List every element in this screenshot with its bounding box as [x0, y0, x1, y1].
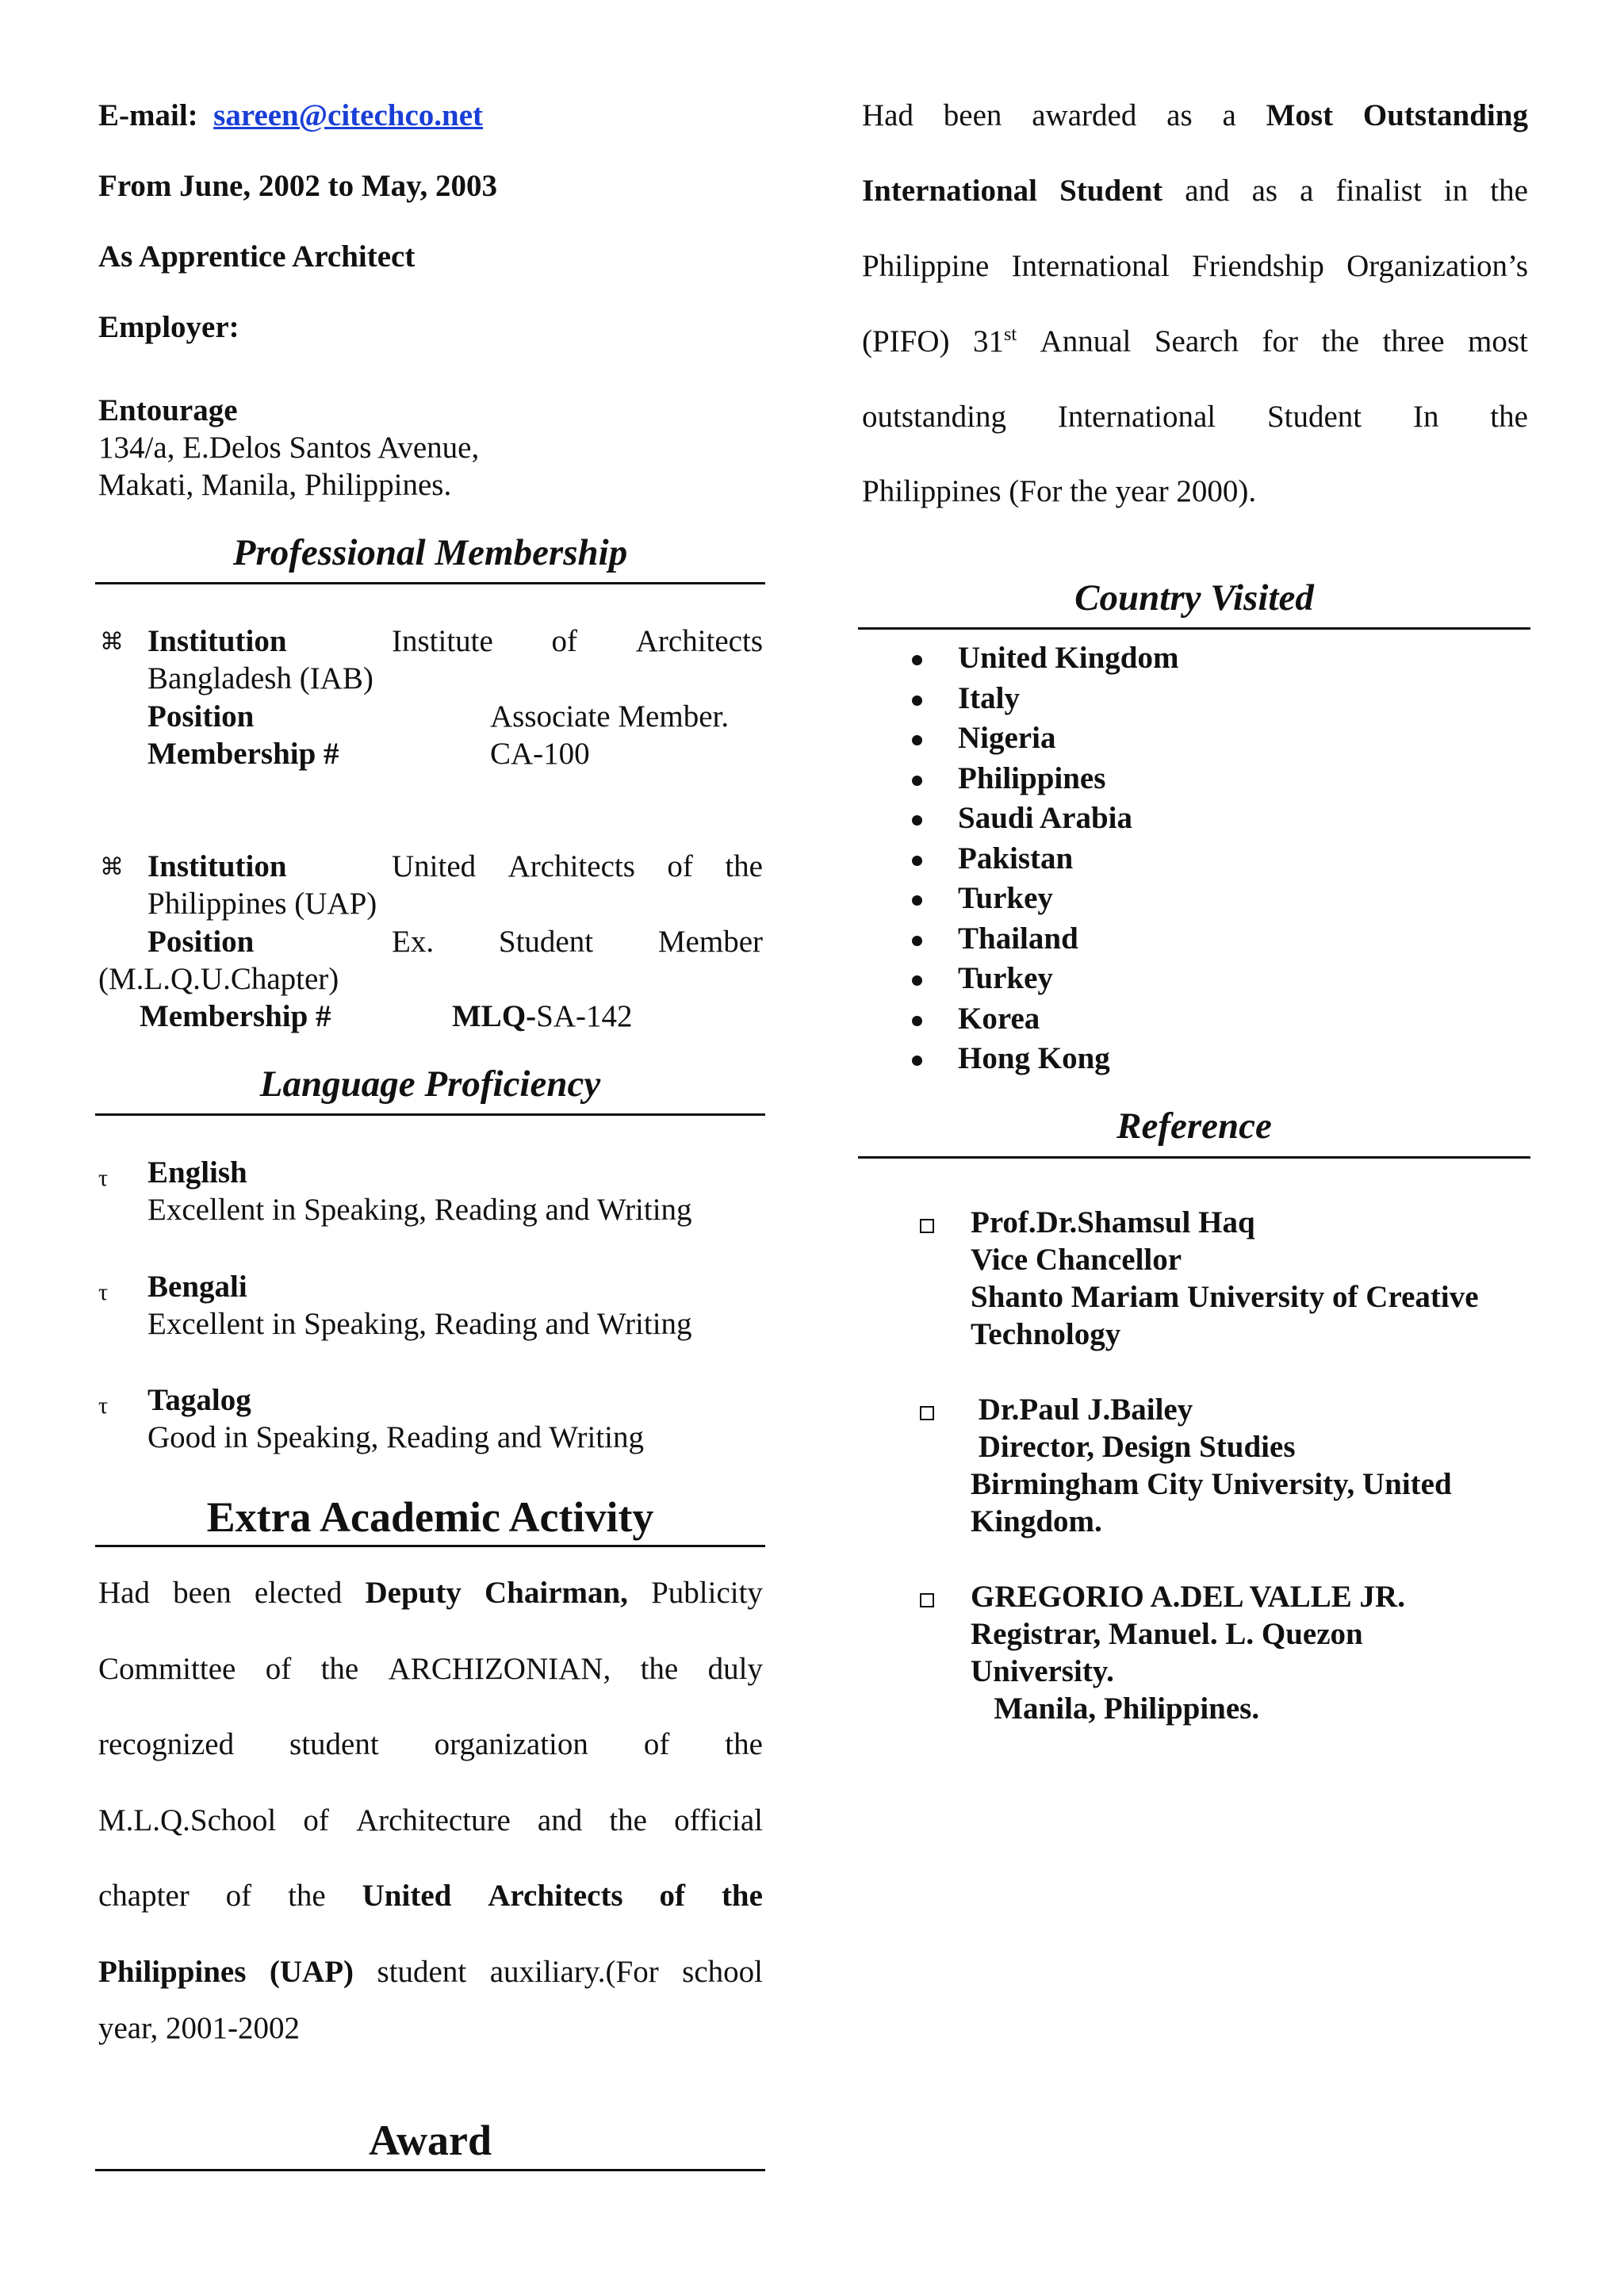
countries-heading-rule	[858, 627, 1530, 630]
reference-line: Dr.Paul J.Bailey	[971, 1393, 1193, 1427]
country-item: Pakistan	[958, 841, 1074, 875]
membership-heading: Professional Membership	[232, 532, 628, 573]
reference-line: Prof.Dr.Shamsul Haq	[971, 1205, 1255, 1239]
word: of	[659, 1879, 686, 1913]
checkbox-bullet-icon	[920, 1593, 934, 1607]
bullet-dot-icon	[912, 856, 922, 866]
word: United	[392, 849, 477, 883]
word: school	[682, 1954, 763, 1989]
tau-bullet-icon: τ	[98, 1279, 109, 1305]
word: International	[1057, 400, 1216, 434]
word: (PIFO)	[862, 324, 950, 358]
email-label: E-mail:	[98, 98, 198, 132]
country-item: United Kingdom	[958, 641, 1179, 675]
word: Most	[1266, 98, 1334, 132]
award-heading: Award	[369, 2117, 492, 2164]
membership-2-position-value	[392, 923, 763, 961]
extra-last-line: year, 2001-2002	[98, 2011, 301, 2045]
number-prefix: MLQ-	[452, 999, 537, 1033]
word: been	[173, 1576, 232, 1610]
word: Student	[1266, 400, 1362, 434]
extra-heading: Extra Academic Activity	[206, 1493, 654, 1541]
language-heading: Language Proficiency	[259, 1063, 601, 1105]
word: the	[609, 1803, 647, 1837]
word: Chairman,	[485, 1576, 628, 1610]
word: Had	[98, 1576, 150, 1610]
bullet-dot-icon	[912, 815, 922, 826]
word: Deputy	[365, 1576, 462, 1610]
membership-heading-rule	[95, 582, 765, 584]
word: of	[303, 1803, 329, 1837]
email-line	[98, 97, 483, 135]
award-line	[862, 323, 1528, 361]
award-heading-rule	[95, 2169, 765, 2171]
country-item: Philippines	[958, 761, 1106, 795]
membership-1-number-value: CA-100	[490, 737, 590, 771]
word: been	[943, 98, 1002, 132]
word: Search	[1154, 324, 1239, 358]
word: the	[320, 1651, 359, 1686]
word: elected	[254, 1576, 343, 1610]
checkbox-bullet-icon	[920, 1406, 934, 1420]
bullet-dot-icon	[912, 895, 922, 906]
membership-bullet-icon: ⌘	[100, 854, 124, 880]
word: Committee	[98, 1651, 236, 1686]
award-line	[862, 172, 1528, 210]
membership-2-institution-value	[392, 848, 763, 886]
language-2-name: Bengali	[147, 1270, 247, 1304]
word: three	[1382, 324, 1445, 358]
country-item: Saudi Arabia	[958, 801, 1133, 835]
word: Architects	[635, 624, 763, 658]
word: United	[362, 1879, 452, 1913]
membership-2-number-label: Membership #	[140, 999, 331, 1033]
word: Philippines	[98, 1954, 247, 1989]
country-item: Nigeria	[958, 721, 1056, 755]
reference-line: GREGORIO A.DEL VALLE JR.	[971, 1580, 1405, 1614]
word: Ex.	[392, 925, 435, 959]
word: in	[1443, 174, 1469, 208]
word: 31st	[973, 324, 1017, 358]
word: the	[288, 1879, 326, 1913]
word: a	[1222, 98, 1236, 132]
extra-heading-rule	[95, 1545, 765, 1547]
bullet-dot-icon	[912, 1016, 922, 1026]
word: student	[289, 1727, 379, 1761]
word: of	[643, 1727, 670, 1761]
word: the	[721, 1879, 763, 1913]
word: of	[265, 1651, 292, 1686]
extra-line	[98, 1877, 763, 1915]
word: the	[725, 1727, 763, 1761]
word: Annual	[1040, 324, 1132, 358]
reference-line: Registrar, Manuel. L. Quezon	[971, 1617, 1363, 1651]
country-item: Hong Kong	[958, 1041, 1110, 1075]
extra-line	[98, 1726, 763, 1764]
country-item: Thailand	[958, 921, 1078, 956]
language-1-name: English	[147, 1155, 247, 1190]
word: Student	[498, 925, 594, 959]
membership-1-institution-label: Institution	[147, 624, 287, 658]
reference-line: Shanto Mariam University of Creative	[971, 1280, 1479, 1314]
language-heading-rule	[95, 1113, 765, 1116]
word: a	[1300, 174, 1314, 208]
word: Philippine	[862, 249, 990, 283]
award-line	[862, 97, 1528, 135]
word: outstanding	[862, 400, 1006, 434]
language-1-level: Excellent in Speaking, Reading and Writing	[147, 1193, 692, 1227]
word: Outstanding	[1362, 98, 1528, 132]
employer-address-line1: 134/a, E.Delos Santos Avenue,	[98, 431, 480, 465]
word: of	[667, 849, 693, 883]
word: the	[725, 849, 763, 883]
bullet-dot-icon	[912, 776, 922, 786]
employment-period: From June, 2002 to May, 2003	[98, 169, 498, 203]
word: Architecture	[355, 1803, 511, 1837]
reference-line: Director, Design Studies	[971, 1430, 1296, 1464]
word: and	[537, 1803, 583, 1837]
word: Member	[657, 925, 763, 959]
country-item: Italy	[958, 680, 1020, 715]
membership-1-institution-value	[392, 623, 763, 661]
tau-bullet-icon: τ	[98, 1393, 109, 1419]
employment-role: As Apprentice Architect	[98, 239, 416, 274]
word: M.L.Q.School	[98, 1803, 277, 1837]
word: In	[1412, 400, 1439, 434]
membership-2-institution-label: Institution	[147, 849, 287, 883]
reference-heading: Reference	[1116, 1105, 1272, 1147]
award-last-line: Philippines (For the year 2000).	[862, 474, 1257, 508]
word: International	[1011, 249, 1170, 283]
number-rest: SA-142	[536, 999, 633, 1033]
membership-1-position-value: Associate Member.	[490, 699, 730, 734]
word: Architects	[488, 1879, 623, 1913]
word: recognized	[98, 1727, 235, 1761]
membership-2-institution-value-cont: Philippines (UAP)	[147, 887, 377, 921]
word: Friendship	[1192, 249, 1324, 283]
employer-label: Employer:	[98, 310, 239, 344]
word: the	[1490, 174, 1528, 208]
language-3-level: Good in Speaking, Reading and Writing	[147, 1420, 644, 1454]
word: awarded	[1032, 98, 1137, 132]
word: and	[1185, 174, 1230, 208]
word: Student	[1059, 174, 1163, 208]
word: of	[551, 624, 578, 658]
membership-1-position-label: Position	[147, 699, 255, 734]
word: auxiliary.(For	[489, 1954, 659, 1989]
membership-bullet-icon: ⌘	[100, 629, 124, 655]
bullet-dot-icon	[912, 975, 922, 986]
extra-line	[98, 1802, 763, 1840]
word: the	[1490, 400, 1528, 434]
reference-line: University.	[971, 1654, 1114, 1688]
word: as	[1166, 98, 1193, 132]
bullet-dot-icon	[912, 695, 922, 706]
word: finalist	[1335, 174, 1422, 208]
reference-heading-rule	[858, 1156, 1530, 1159]
country-item: Turkey	[958, 961, 1053, 995]
reference-line: Technology	[971, 1317, 1121, 1351]
word: for	[1262, 324, 1298, 358]
bullet-dot-icon	[912, 655, 922, 665]
checkbox-bullet-icon	[920, 1219, 934, 1233]
award-line	[862, 398, 1528, 436]
word: student	[377, 1954, 467, 1989]
word: International	[862, 174, 1038, 208]
extra-line	[98, 1650, 763, 1688]
word: the	[1321, 324, 1360, 358]
word: Institute	[392, 624, 493, 658]
email-link[interactable]: sareen@citechco.net	[213, 98, 484, 132]
award-line	[862, 247, 1528, 285]
reference-line: Kingdom.	[971, 1504, 1102, 1538]
word: chapter	[98, 1879, 190, 1913]
country-item: Korea	[958, 1001, 1040, 1036]
word: organization	[434, 1727, 588, 1761]
word: the	[640, 1651, 679, 1686]
membership-2-position-label: Position	[147, 925, 255, 959]
language-3-name: Tagalog	[147, 1383, 251, 1417]
word: as	[1251, 174, 1278, 208]
word: (UAP)	[269, 1954, 354, 1989]
extra-line	[98, 1953, 763, 1991]
word: Had	[862, 98, 914, 132]
extra-line	[98, 1574, 763, 1612]
employer-name: Entourage	[98, 393, 238, 427]
word: most	[1468, 324, 1528, 358]
country-item: Turkey	[958, 881, 1053, 915]
word: official	[674, 1803, 763, 1837]
tau-bullet-icon: τ	[98, 1165, 109, 1191]
word: duly	[707, 1651, 763, 1686]
bullet-dot-icon	[912, 936, 922, 946]
reference-line: Vice Chancellor	[971, 1243, 1182, 1277]
bullet-dot-icon	[912, 1056, 922, 1066]
reference-line: Birmingham City University, United	[971, 1467, 1452, 1501]
word: Organization’s	[1346, 249, 1528, 283]
membership-1-institution-value-cont: Bangladesh (IAB)	[147, 661, 373, 695]
reference-line: Manila, Philippines.	[971, 1692, 1260, 1726]
employer-address-line2: Makati, Manila, Philippines.	[98, 468, 452, 502]
word: of	[225, 1879, 252, 1913]
membership-1-number-label: Membership #	[147, 737, 339, 771]
word: Publicity	[651, 1576, 763, 1610]
word: ARCHIZONIAN,	[388, 1651, 611, 1686]
membership-2-position-value-cont: (M.L.Q.U.Chapter)	[98, 962, 339, 996]
word: Architects	[508, 849, 635, 883]
membership-2-number-value	[452, 998, 633, 1036]
language-2-level: Excellent in Speaking, Reading and Writing	[147, 1307, 692, 1341]
countries-heading: Country Visited	[1074, 577, 1314, 619]
bullet-dot-icon	[912, 735, 922, 745]
